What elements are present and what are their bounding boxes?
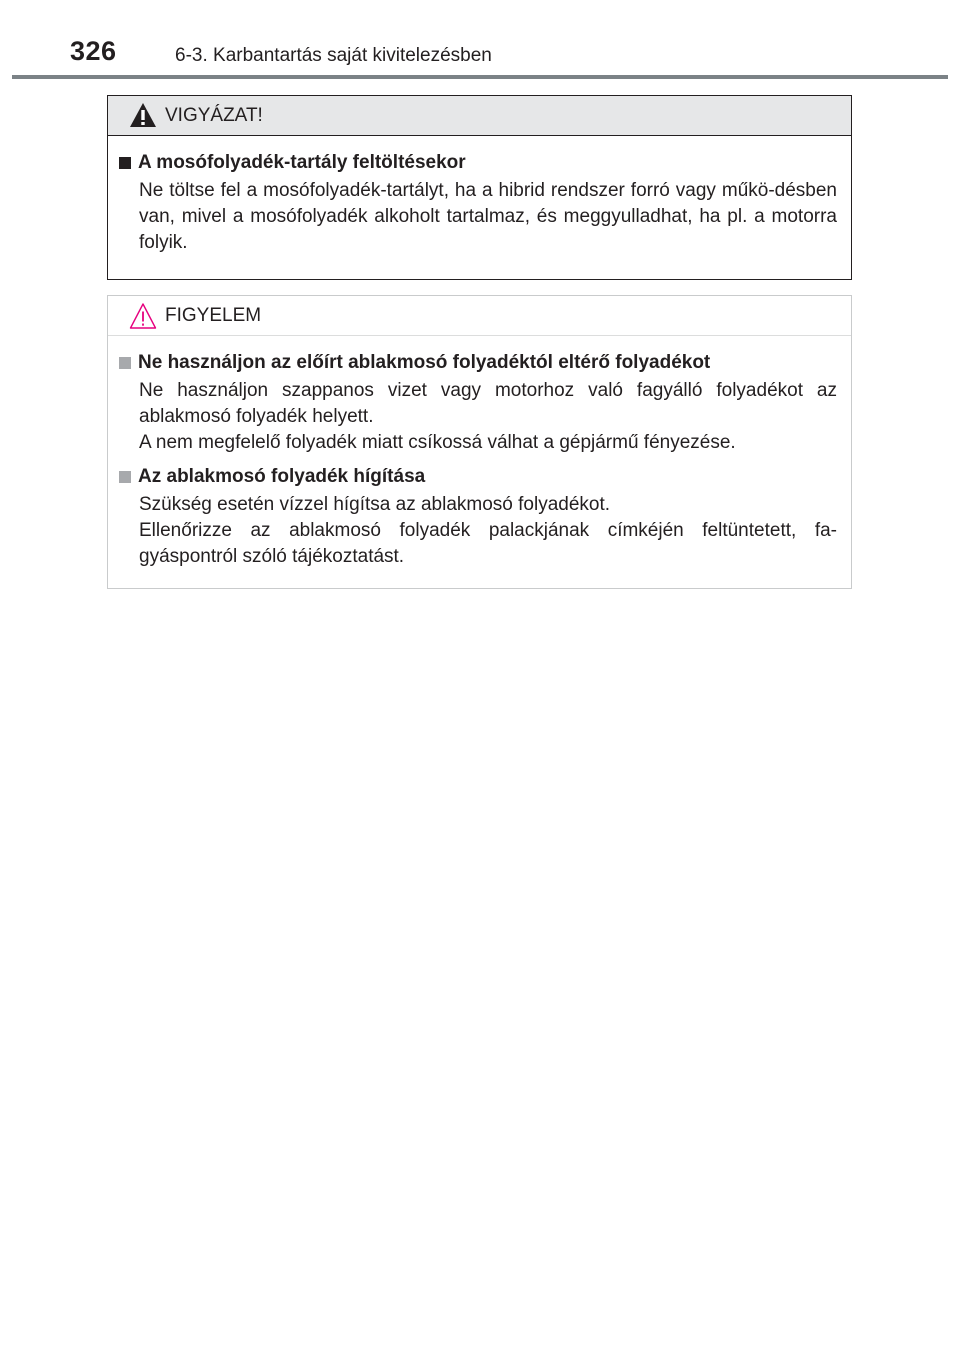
notice-item-text [139, 378, 837, 456]
notice-triangle-icon [129, 302, 157, 330]
square-bullet-icon [119, 157, 131, 169]
notice-box-header [108, 296, 851, 336]
notice-box [107, 295, 852, 589]
page-number: 326 [70, 36, 117, 66]
section-title: 6-3. Karbantartás saját kivitelezésben [175, 45, 492, 66]
header-rule [12, 75, 948, 79]
warning-item-heading-text: A mosófolyadék-tartály feltöltésekor [138, 152, 466, 173]
notice-label: FIGYELEM [165, 305, 262, 326]
notice-item-paragraph: Ellenőrizze az ablakmosó folyadék palackjának címkéjén feltüntetett, fa-gyáspontról szóló tájékoztatást. [139, 520, 837, 567]
warning-triangle-icon [129, 102, 157, 128]
notice-item-paragraph: A nem megfelelő folyadék miatt csíkossá válhat a gépjármű fényezése. [139, 432, 736, 453]
square-bullet-icon [119, 471, 131, 483]
warning-box-body [108, 136, 851, 256]
warning-item-text [139, 178, 837, 256]
notice-item-heading-text: Ne használjon az előírt ablakmosó folyadéktól eltérő folyadékot [138, 352, 711, 373]
notice-item-heading-text: Az ablakmosó folyadék hígítása [138, 466, 426, 487]
square-bullet-icon [119, 357, 131, 369]
notice-item-text [139, 492, 837, 570]
notice-item-heading [119, 464, 837, 490]
warning-item-paragraph: Ne töltse fel a mosófolyadék-tartályt, ha a hibrid rendszer forró vagy műkö-désben van, mivel a mosófolyadék alkoholt tartalmaz, és meggyulladhat, ha pl. a motorra folyik. [139, 180, 837, 253]
notice-item-heading [119, 350, 837, 376]
warning-box [107, 95, 852, 280]
warning-label: VIGYÁZAT! [165, 105, 263, 126]
notice-box-body [108, 336, 851, 570]
warning-box-header [108, 96, 851, 136]
notice-item-paragraph: Szükség esetén vízzel hígítsa az ablakmosó folyadékot. [139, 494, 611, 515]
notice-item-paragraph: Ne használjon szappanos vizet vagy motorhoz való fagyálló folyadékot az ablakmosó folyadék helyett. [139, 380, 837, 427]
warning-item-heading [119, 150, 837, 176]
